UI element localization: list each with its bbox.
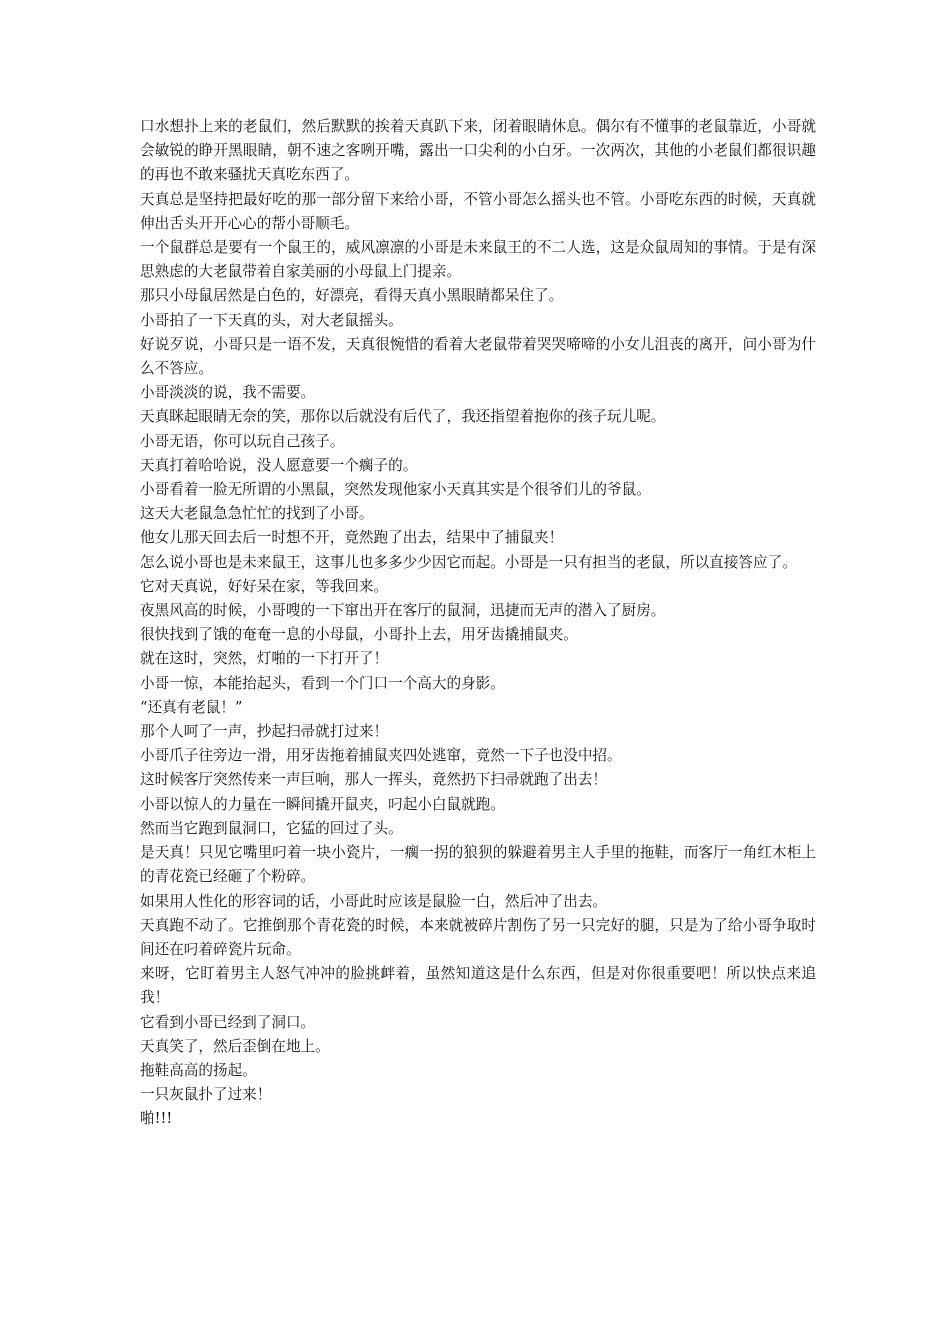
paragraph: 那个人呵了一声，抄起扫帚就打过来！ [140, 723, 389, 741]
paragraph: 小哥一惊，本能抬起头，看到一个门口一个高大的身影。 [140, 674, 505, 692]
paragraph: 天真打着哈哈说，没人愿意要一个瘸子的。 [140, 456, 418, 474]
paragraph: “还真有老鼠！” [140, 698, 243, 716]
paragraph: 天真笑了，然后歪倒在地上。 [140, 1037, 330, 1055]
paragraph: 一个鼠群总是要有一个鼠王的，威风凛凛的小哥是未来鼠王的不二人选，这是众鼠周知的事情。于是有深思熟虑的大老鼠带着自家美丽的小母鼠上门提亲。 [140, 239, 816, 281]
paragraph: 那只小母鼠居然是白色的，好漂亮，看得天真小黑眼睛都呆住了。 [140, 287, 564, 305]
paragraph: 如果用人性化的形容词的话，小哥此时应该是鼠脸一白，然后冲了出去。 [140, 892, 608, 910]
paragraph: 小哥无语，你可以玩自己孩子。 [140, 432, 345, 450]
paragraph: 小哥看着一脸无所谓的小黑鼠，突然发现他家小天真其实是个很爷们儿的爷鼠。 [140, 481, 651, 499]
paragraph: 拖鞋高高的扬起。 [140, 1061, 257, 1079]
paragraph: 夜黑风高的时候，小哥嗖的一下窜出开在客厅的鼠洞，迅捷而无声的潜入了厨房。 [140, 602, 666, 620]
paragraph: 口水想扑上来的老鼠们，然后默默的挨着天真趴下来，闭着眼睛休息。偶尔有不懂事的老鼠靠近，小哥就会敏锐的睁开黑眼睛，朝不速之客咧开嘴，露出一口尖利的小白牙。一次两次，其他的小老鼠们都很识趣的再也不敢来骚扰天真吃东西了。 [140, 118, 816, 184]
paragraph: 一只灰鼠扑了过来！ [140, 1086, 272, 1104]
paragraph: 是天真！只见它嘴里叼着一块小瓷片，一瘸一拐的狼狈的躲避着男主人手里的拖鞋，而客厅一角红木柜上的青花瓷已经砸了个粉碎。 [140, 844, 816, 886]
document-body [140, 115, 816, 1132]
paragraph: 就在这时，突然，灯啪的一下打开了！ [140, 650, 389, 668]
paragraph: 怎么说小哥也是未来鼠王，这事儿也多多少少因它而起。小哥是一只有担当的老鼠，所以直接答应了。 [140, 553, 797, 571]
paragraph: 天真眯起眼睛无奈的笑，那你以后就没有后代了，我还指望着抱你的孩子玩儿呢。 [140, 408, 666, 426]
paragraph: 啪!!! [140, 1110, 173, 1128]
paragraph: 这时候客厅突然传来一声巨响，那人一挥头，竟然扔下扫帚就跑了出去！ [140, 771, 608, 789]
paragraph: 天真跑不动了。它推倒那个青花瓷的时候，本来就被碎片割伤了另一只完好的腿，只是为了给小哥争取时间还在叼着碎瓷片玩命。 [140, 916, 816, 958]
paragraph: 小哥爪子往旁边一滑，用牙齿拖着捕鼠夹四处逃窜，竟然一下子也没中招。 [140, 747, 622, 765]
paragraph: 然而当它跑到鼠洞口，它猛的回过了头。 [140, 819, 403, 837]
paragraph: 天真总是坚持把最好吃的那一部分留下来给小哥，不管小哥怎么摇头也不管。小哥吃东西的时候，天真就伸出舌头开开心心的帮小哥顺毛。 [140, 190, 816, 232]
paragraph: 这天大老鼠急急忙忙的找到了小哥。 [140, 505, 374, 523]
paragraph: 小哥以惊人的力量在一瞬间撬开鼠夹，叼起小白鼠就跑。 [140, 795, 505, 813]
paragraph: 好说歹说，小哥只是一语不发，天真很惋惜的看着大老鼠带着哭哭啼啼的小女儿沮丧的离开，问小哥为什么不答应。 [140, 335, 816, 378]
paragraph: 它看到小哥已经到了洞口。 [140, 1013, 316, 1031]
paragraph: 小哥拍了一下天真的头，对大老鼠摇头。 [140, 311, 403, 329]
paragraph: 他女儿那天回去后一时想不开，竟然跑了出去，结果中了捕鼠夹！ [140, 529, 564, 547]
paragraph: 小哥淡淡的说，我不需要。 [140, 384, 316, 402]
paragraph: 很快找到了饿的奄奄一息的小母鼠，小哥扑上去，用牙齿撬捕鼠夹。 [140, 626, 578, 644]
paragraph: 来呀，它盯着男主人怒气冲冲的脸挑衅着，虽然知道这是什么东西，但是对你很重要吧！所以快点来追我！ [140, 965, 816, 1007]
paragraph: 它对天真说，好好呆在家，等我回来。 [140, 577, 389, 595]
